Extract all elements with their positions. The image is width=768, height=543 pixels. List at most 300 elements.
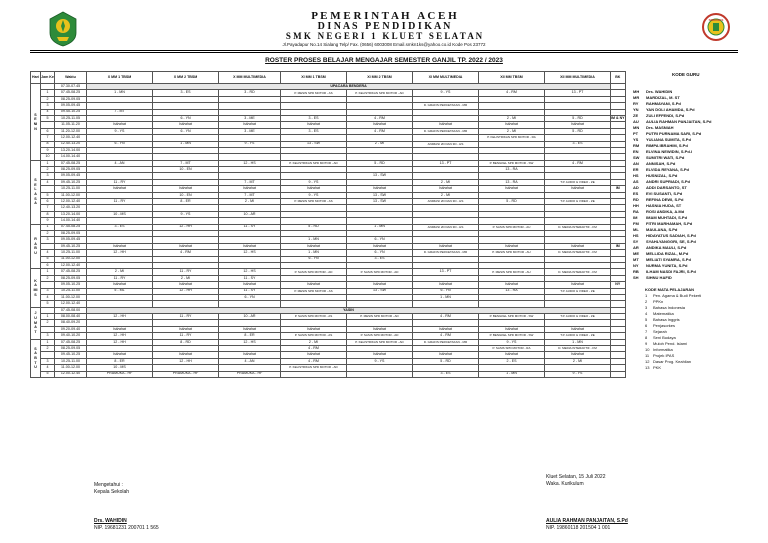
schedule-cell: Istirahat [413,122,479,128]
header-class: XI MM MULTIMEDIA [413,72,479,84]
schedule-cell: 9 - YS [153,211,219,217]
day-label [31,84,41,161]
schedule-cell: Istirahat [545,282,611,288]
day-name: RABU [34,237,37,256]
kode-guru-name: Drs. WAHIDIN [646,89,673,94]
kode-guru-name: PUTRI PURNAMA SARI, S.Pd [646,131,702,136]
schedule-cell: 6 - YN [219,294,281,300]
kode-guru-name: ELVINA NEWIDIN, S.Pd.I [646,149,693,154]
jam-cell: 1 [41,339,55,345]
schedule-cell: 3 - ES [153,90,219,96]
upacara-cell: UPACARA BENDERA [87,84,611,90]
jam-cell: 5 [41,301,55,307]
schedule-cell: 2 - ES [479,358,545,364]
schedule-cell: Istirahat [153,122,219,128]
bk-cell: NY [611,282,626,288]
schedule-cell: 3 - ES [347,256,413,262]
schedule-cell: 12 - HS [219,339,281,345]
kode-guru-name: ANDIKA MAULI, S.Pd [646,245,687,250]
waktu-cell: 10.25-11.05 [55,115,87,121]
schedule-cell: T.P. AUDIO & VIDEO - ZE [545,333,611,339]
signature-left-block [94,482,129,496]
waktu-cell: 07.45-08.25 [55,90,87,96]
jam-cell: 3 [41,358,55,364]
schedule-cell: 12 - HH [87,250,153,256]
kode-guru-name: SIHNU HAFID [646,275,672,280]
kode-guru-name: ELVIDA REYANA, S.Pd [646,167,689,172]
kode-guru-code: HS [633,173,639,178]
schedule-cell: D. GRAFIS PERCETAKAN - MR [413,339,479,345]
kode-guru-name: ANDRI SUPRIADI, S.Pd [646,179,691,184]
schedule-cell: Istirahat [413,326,479,332]
schedule-cell: Istirahat [153,243,219,249]
kode-guru-code: PT [633,131,639,136]
kode-guru-code: SH [633,275,639,280]
kode-mapel-name: Pen. Agama & Budi Pekerti [653,293,702,298]
schedule-cell: 5 - RD [545,115,611,121]
schedule-cell: Istirahat [545,186,611,192]
schedule-cell: 9 - YS [413,90,479,96]
schedule-cell: 8 - RD [153,339,219,345]
schedule-cell: Istirahat [479,243,545,249]
waktu-cell: 08.25-09.05 [55,167,87,173]
header-class: XI MM 1 TBSM [281,72,347,84]
school-logo-text: SMKN1KS [708,18,724,22]
header-jam: Jam Ke [41,72,55,84]
kode-mapel-number: 6 [645,323,648,328]
schedule-cell: P. BENGKEL SPD MOTOR - SW [479,314,545,320]
schedule-cell: 11 - SY [219,288,281,294]
jam-cell: 8 [41,141,55,147]
kode-guru-code: RD [633,197,639,202]
schedule-cell: 2 - MI [347,141,413,147]
schedule-cell: P. SASIS SPD MOTOR - AS [281,314,347,320]
waktu-cell: 10.25-11.00 [55,358,87,364]
waktu-cell: 09.45-10.25 [55,352,87,358]
schedule-cell: Istirahat [219,122,281,128]
waktu-cell: 10.25-11.00 [55,186,87,192]
schedule-cell: 10 - EN [153,167,219,173]
schedule-cell: P. SASIS SPD MOTOR - AS [281,333,347,339]
schedule-cell: 10 - AR [219,211,281,217]
schedule-cell: P. MESIN SPD MOTOR - AS [281,199,347,205]
schedule-cell: Istirahat [219,326,281,332]
waktu-cell: 08.25-09.05 [55,96,87,102]
kode-guru-code: ZE [633,113,639,118]
waktu-cell: 09.40-10.20 [55,333,87,339]
jam-cell: 7 [41,205,55,211]
schedule-cell: 1 - MN [281,237,347,243]
schedule-cell: P. KELISTRIKAN SPD MOTOR - AD [347,90,413,96]
waktu-cell: 12.40-13.20 [55,141,87,147]
schedule-cell: 6 - YN [347,237,413,243]
kode-guru-code: MH [633,89,640,94]
schedule-cell: 11 - SY [219,275,281,281]
kode-mapel-number: 11 [645,353,650,358]
schedule-cell: 9 - YS [87,128,153,134]
schedule-cell: Istirahat [479,186,545,192]
schedule-cell: 13 - RA [479,288,545,294]
schedule-cell: 12 - HH [153,288,219,294]
schedule-cell: 6 - YN [153,115,219,121]
schedule-cell: 5 - ML [87,288,153,294]
header-class: X MM MULTIMEDIA [219,72,281,84]
kode-guru-code: RM [633,143,640,148]
schedule-cell: 11 - RY [153,269,219,275]
day-label [31,160,41,224]
kode-mapel-number: 5 [645,317,648,322]
schedule-cell: P. MESIN SPD MOTOR - AS [281,90,347,96]
schedule-cell: Istirahat [347,282,413,288]
schedule-cell: 12 - HH [87,333,153,339]
schedule-cell: 8 - ER [87,358,153,364]
kode-guru-code: RA [633,209,639,214]
waktu-cell: 11.00-12.00 [55,294,87,300]
kode-guru-name: IMAM MUHTADI, S.Pd [646,215,688,220]
header-bk: BK [611,72,626,84]
schedule-cell: 2 - MI [479,128,545,134]
waktu-cell: 07.45-08.25 [55,269,87,275]
kode-guru-name: ANNISAH, S.Pd [646,161,676,166]
kode-mapel-name: Matematika [653,311,674,316]
kode-guru-name: MARDIZAL, M. ST [646,95,680,100]
schedule-cell [347,371,413,377]
kode-guru-name: RIMPA IBRAHIM, S.Pd [646,143,688,148]
schedule-cell: 13 - RA [479,167,545,173]
kode-guru-code: MR [633,95,640,100]
schedule-cell: P. KELISTRIKAN SPD MOTOR - RA [479,135,545,141]
schedule-cell: 3 - ES [281,115,347,121]
schedule-cell: Istirahat [87,122,153,128]
kode-guru-name: SYAHLYANGGRI, SE, S.Pd [646,239,696,244]
schedule-cell: 4 - RM [545,160,611,166]
schedule-cell: Istirahat [281,326,347,332]
schedule-cell: ANIMASI 2D DAN 3D - HS [413,199,479,205]
schedule-cell: 2 - MI [153,275,219,281]
schedule-cell: 12 - HH [87,314,153,320]
jam-cell: 4 [41,179,55,185]
kode-mapel-name: Sejarah [653,329,667,334]
kode-mapel-name: Informatika [653,347,673,352]
right-name: AULIA RAHMAN PANJAITAN, S.Pd [546,518,628,524]
jam-cell: 5 [41,371,55,377]
schedule-cell: PRAMUKA - HF [153,371,219,377]
schedule-cell: 11 - RY [87,275,153,281]
schedule-cell: Istirahat [87,243,153,249]
schedule-cell: Istirahat [153,186,219,192]
schedule-cell: 3 - ES [87,224,153,230]
schedule-cell: 1 - MN [347,224,413,230]
waktu-cell: 12.00-12.40 [55,371,87,377]
yasin-cell: YASIN [87,307,611,313]
jam-cell: 1 [41,160,55,166]
waktu-cell: 07.30-07.45 [55,84,87,90]
kode-mapel-item [633,365,733,371]
jam-cell: 6 [41,128,55,134]
schedule-cell: Istirahat [87,352,153,358]
header-divider-thin [30,52,738,53]
schedule-cell: T.P. AUDIO & VIDEO - ZE [545,179,611,185]
schedule-cell: 4 - RM [281,346,347,352]
waktu-cell: 12.00-12.40 [55,301,87,307]
jam-cell: 5 [41,256,55,262]
kode-guru-code: EN [633,149,639,154]
wakil-title: Waka. Kurikulum [546,481,584,487]
schedule-cell: 2 - MI [87,269,153,275]
schedule-cell: 9 - YS [479,339,545,345]
kode-mapel-number: 10 [645,347,650,352]
kode-guru-name: Drs. MASNIAH [646,125,674,130]
kode-guru-code: SY [633,239,639,244]
header-class: XII MM TBSM [479,72,545,84]
kode-mapel-title: KODE MATA PELAJARAN [645,287,695,292]
schedule-cell: 1 - MN [479,371,545,377]
schedule-cell: 11 - SY [219,224,281,230]
schedule-cell: 4 - RM [347,115,413,121]
kode-guru-code: SW [633,155,640,160]
kode-guru-code: MN [633,125,640,130]
schedule-cell: 9 - YS [545,371,611,377]
schedule-cell: 12 - HH [87,339,153,345]
schedule-cell: 12 - HS [219,269,281,275]
schedule-cell: Istirahat [281,243,347,249]
kode-mapel-number: 1 [645,293,648,298]
waktu-cell: 12.40-13.20 [55,205,87,211]
schedule-cell: 7 - MT [153,160,219,166]
waktu-cell: 09.45-10.25 [55,243,87,249]
waktu-cell: 13.20-14.00 [55,147,87,153]
schedule-cell: 1 - MN [153,141,219,147]
schedule-cell: 11 - RY [87,199,153,205]
kode-guru-code: NY [633,263,639,268]
schedule-cell: P. SASIS SPD MOTOR - AD [347,333,413,339]
kode-guru-code: RB [633,269,639,274]
schedule-cell [281,371,347,377]
kode-guru-name: AULIA RAHMAN PANJAITAN, S.Pd [646,119,712,124]
schedule-cell: 6 - YN [413,288,479,294]
schedule-cell: 6 - YN [87,141,153,147]
schedule-cell: P. SASIS SPD MOTOR - RA [479,346,545,352]
kode-mapel-number: 3 [645,305,648,310]
schedule-cell: P. MESIN SPD MOTOR - AU [479,250,545,256]
schedule-cell: 1 - MN [87,90,153,96]
bk-cell: IM & NY [611,115,625,120]
schedule-cell: P. SASIS SPD MOTOR - AU [479,224,545,230]
schedule-cell: P. BENGKEL SPD MOTOR - SW [479,333,545,339]
schedule-cell: Istirahat [153,352,219,358]
kode-mapel-number: 2 [645,299,648,304]
kode-mapel-name: Penjasorkes [653,323,676,328]
jam-cell: 2 [41,230,55,236]
schedule-cell: 10 - EN [153,192,219,198]
schedule-cell: 3 - ES [413,371,479,377]
kode-mapel-number: 8 [645,335,648,340]
jam-cell: 4 [41,109,55,115]
kode-guru-name: HUSNIZAL, S.Pd [646,173,678,178]
schedule-cell: 12 - HH [153,358,219,364]
day-name: SABTU [34,346,37,370]
day-name: SENIN [33,112,38,131]
kode-guru-name: HIDAYATUS SADIAH, S.Pd [646,233,696,238]
schedule-cell: 3 - ME [219,128,281,134]
jam-cell: 4 [41,365,55,371]
waktu-cell: 08.25-09.05 [55,275,87,281]
waktu-cell: 11.00-12.00 [55,256,87,262]
schedule-cell: 5 - RD [347,160,413,166]
schedule-cell: Istirahat [413,186,479,192]
schedule-cell: 6 - YN [347,250,413,256]
schedule-cell: 5 - RD [545,128,611,134]
kode-mapel-number: 9 [645,341,648,346]
jam-cell: 7 [41,135,55,141]
waktu-cell: 12.00-12.40 [55,262,87,268]
schedule-cell: 2 - MI [413,192,479,198]
waktu-cell: 08.25-09.05 [55,346,87,352]
waktu-cell: 07.45-08.00 [55,307,87,313]
kode-guru-code: HS [633,233,639,238]
jam-cell: 2 [41,275,55,281]
jam-cell: 5 [41,115,55,121]
kode-guru-name: ADDI DARSANTO, ST [646,185,687,190]
right-nip: NIP. 19860118 201504 1 001 [546,525,611,531]
waktu-cell: 11.00-12.00 [55,192,87,198]
schedule-cell: T.P. AUDIO & VIDEO - ZE [545,314,611,320]
header-divider [30,50,738,51]
schedule-cell: 3 - ES [281,128,347,134]
jam-cell: 5 [41,192,55,198]
header-hari: Hari [31,72,41,84]
schedule-cell: 13 - SW [347,173,413,179]
schedule-cell: 4 - RM [413,314,479,320]
schedule-cell: 9 - YS [347,358,413,364]
waktu-cell: 07.45-08.25 [55,339,87,345]
kode-guru-code: MT [633,257,639,262]
kode-guru-code: ER [633,167,639,172]
schedule-cell: D. MEDIA INTERAKTIF - FM [545,250,611,256]
schedule-cell: 3 - RD [219,90,281,96]
schedule-cell: Istirahat [87,186,153,192]
schedule-cell: Istirahat [87,326,153,332]
kode-guru-name: NURMA YUNITA, S.Pd [646,263,688,268]
day-label [31,269,41,307]
schedule-cell: 12 - HS [219,160,281,166]
schedule-cell: P. KELISTRIKAN SPD MOTOR - AD [347,339,413,345]
schedule-cell: P. SASIS SPD MOTOR - AD [281,269,347,275]
schedule-cell: 13 - PT [413,160,479,166]
waktu-cell: 08.00-08.40 [55,314,87,320]
schedule-cell: 9 - YS [281,179,347,185]
schedule-cell: 2 - MI [281,339,347,345]
kode-guru-code: ML [633,227,639,232]
schedule-cell: Istirahat [281,122,347,128]
schedule-cell: 5 - RD [479,199,545,205]
schedule-cell: 12 - HH [153,224,219,230]
schedule-cell: 13 - RA [479,179,545,185]
jam-cell: 3 [41,288,55,294]
jam-cell: 10 [41,154,55,160]
schedule-cell: 4 - RM [347,128,413,134]
day-name: SELASA [34,178,37,206]
waktu-cell: 09.45-10.25 [55,109,87,115]
schedule-cell: 2 - MI [479,115,545,121]
schedule-cell: 7 - MT [87,109,153,115]
schedule-cell: 1 - MN [413,294,479,300]
kode-guru-code: AD [633,185,639,190]
waktu-cell: 13.20-14.00 [55,211,87,217]
jam-cell: 4 [41,250,55,256]
kode-guru-name: REFINA DEWI, S.Pd [646,197,684,202]
schedule-cell: 1 - MN [281,250,347,256]
schedule-cell: 3 - ES [545,141,611,147]
kode-guru-name: YAN DOLI AHAMDA, S.Pd [646,107,695,112]
waktu-cell: 07.45-08.25 [55,224,87,230]
schedule-cell: 8 - ER [219,333,281,339]
schedule-cell: PRAMUKA - HF [219,371,281,377]
kepala-title: Kepala Sekolah [94,489,130,495]
waktu-cell: 11.20-12.00 [55,128,87,134]
kode-guru-code: HH [633,203,639,208]
schedule-cell: PRAMUKA - HF [87,371,153,377]
waktu-cell: 08.40-09.20 [55,320,87,326]
schedule-cell: P. BENGKEL SPD MOTOR - SW [479,160,545,166]
schedule-cell: D. GRAFIS PERCETAKAN - MR [413,250,479,256]
kode-guru-code: ME [633,251,639,256]
schedule-cell: 11 - RY [153,333,219,339]
schedule-cell: Istirahat [545,326,611,332]
waktu-cell: 09.05-10.25 [55,282,87,288]
schedule-cell: Istirahat [545,352,611,358]
kode-mapel-name: Bahasa Inggris [653,317,680,322]
waktu-cell: 09.45-10.25 [55,179,87,185]
kode-guru-name: RAHMAYANI, S.Pd [646,101,681,106]
kode-guru-name: SUMITRI WATI, S.Pd [646,155,685,160]
schedule-cell: Istirahat [281,282,347,288]
schedule-cell: 13 - SW [347,199,413,205]
header-class: X MM 2 TBSM [153,72,219,84]
schedule-cell: Istirahat [87,282,153,288]
waktu-cell: 10.25-11.00 [55,288,87,294]
schedule-cell: 12 - HS [219,250,281,256]
waktu-cell: 08.25-09.05 [55,230,87,236]
header-class: XII MM MULTIMEDIA [545,72,611,84]
page-title: ROSTER PROSES BELAJAR MENGAJAR SEMESTER GANJIL TP. 2022 / 2023 [265,57,503,64]
schedule-cell: Istirahat [347,122,413,128]
jam-cell: 9 [41,147,55,153]
schedule-cell: Istirahat [479,122,545,128]
kode-guru-name: HASNIA HUDA, ST [646,203,682,208]
left-name: Drs. WAHIDIN [94,518,127,524]
schedule-cell: 2 - MI [413,179,479,185]
schedule-cell: 4 - RM [281,358,347,364]
schedule-cell: Istirahat [153,282,219,288]
jam-cell: 2 [41,320,55,326]
schedule-cell: T.P. AUDIO & VIDEO - ZE [545,199,611,205]
schedule-cell: Istirahat [347,243,413,249]
schedule-cell: Istirahat [219,186,281,192]
schedule-cell: 9 - YS [219,141,281,147]
waktu-cell: 10.25-11.00 [55,250,87,256]
jam-cell: 1 [41,224,55,230]
kode-mapel-name: Projek IPAS [653,353,675,358]
schedule-cell: 10 - MS [87,211,153,217]
jam-cell: 1 [41,90,55,96]
schedule-cell: T.P. AUDIO & VIDEO - ZE [545,288,611,294]
waktu-cell: 12.00-12.40 [55,135,87,141]
schedule-cell: 4 - RM [479,90,545,96]
waktu-cell: 12.00-12.40 [55,199,87,205]
kode-guru-code: YS [633,137,639,142]
jam-cell: 4 [41,294,55,300]
